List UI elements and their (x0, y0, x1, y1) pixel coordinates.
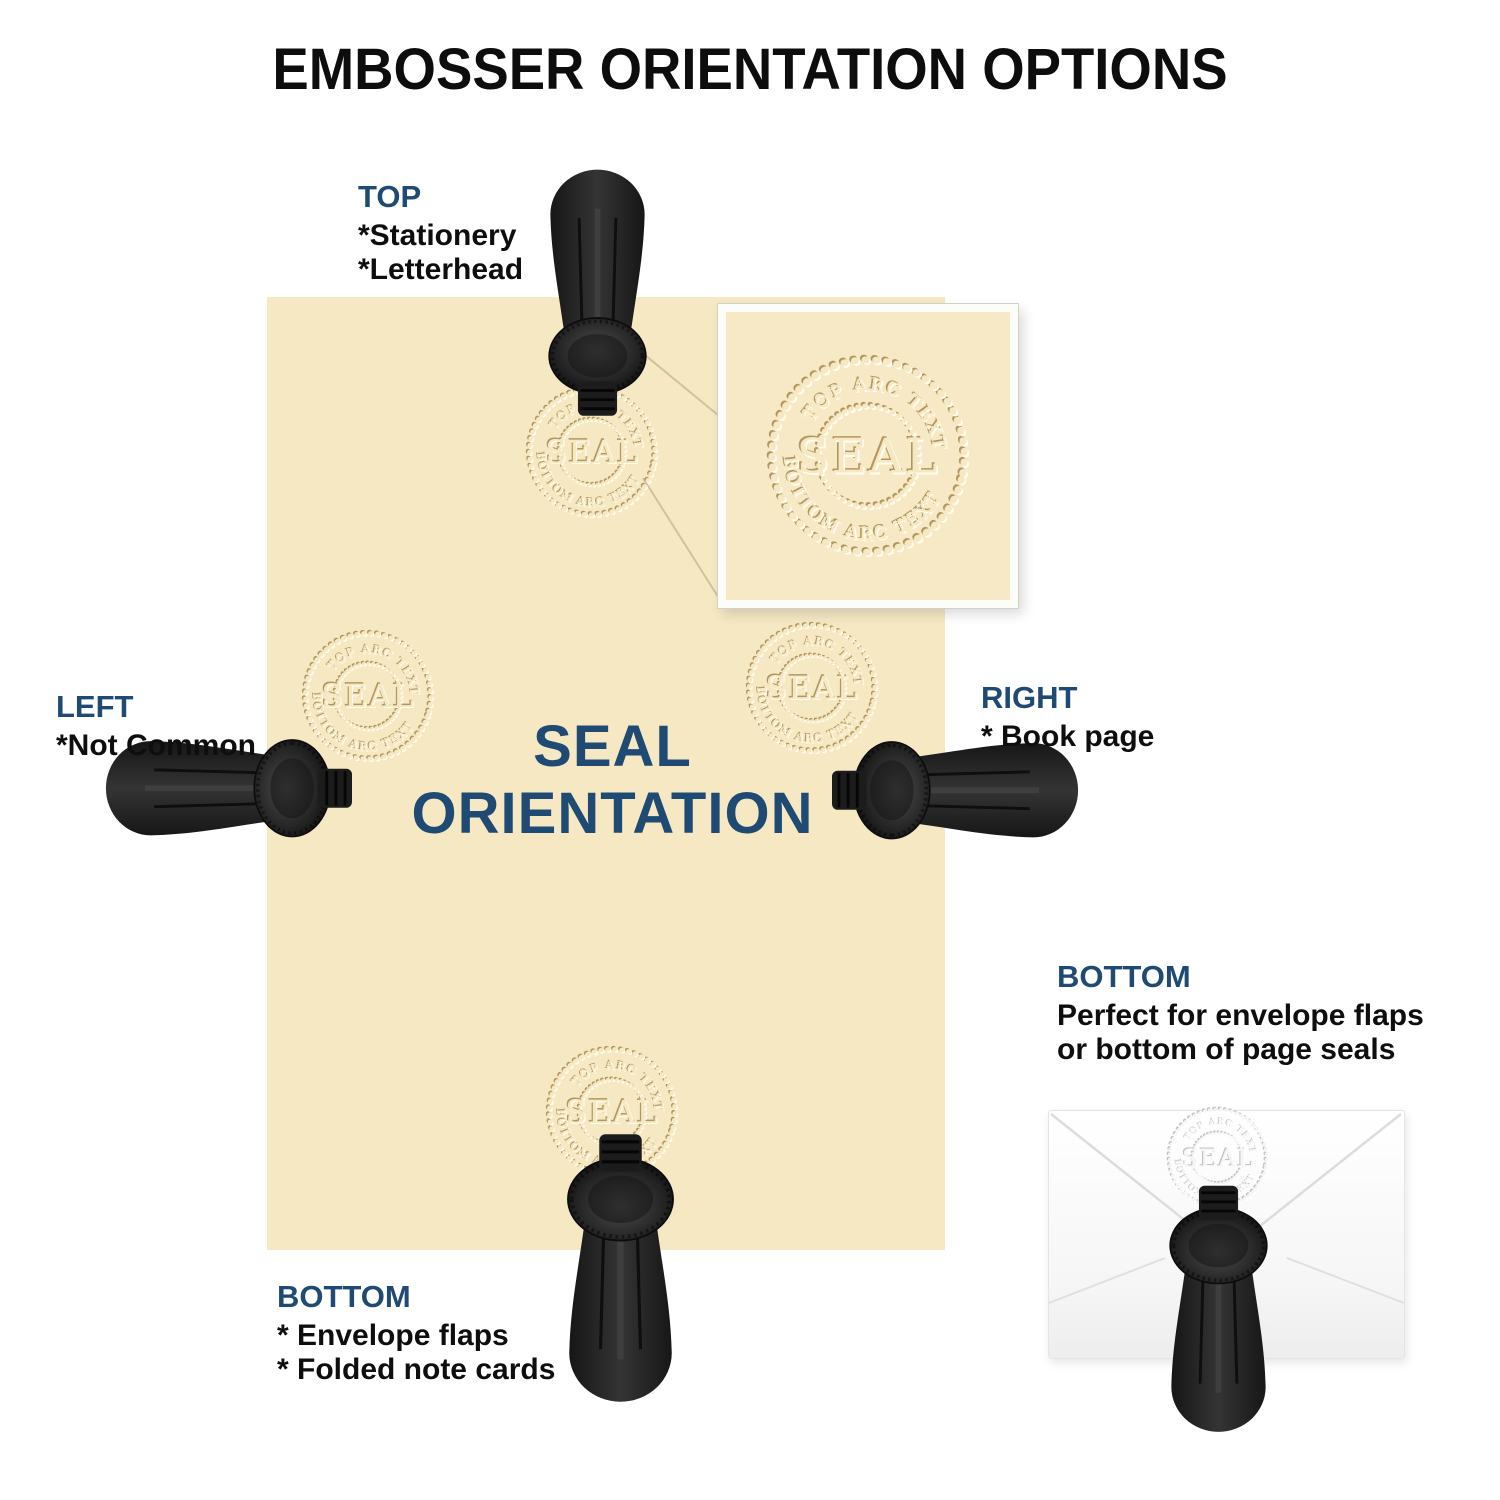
paper-caption (340, 716, 885, 850)
label-left (56, 690, 256, 763)
seal-closeup-inset (718, 304, 1018, 608)
label-top-item: *Letterhead (358, 253, 524, 286)
embosser-clamp-top (540, 157, 655, 422)
label-bottom-item: * Folded note cards (277, 1353, 556, 1386)
label-left-item: *Not Common (56, 729, 256, 762)
label-right-item: * Book page (981, 720, 1155, 753)
paper-caption-line1: SEAL (533, 714, 692, 779)
embosser-clamp-envelope (1161, 1180, 1276, 1445)
label-bottom-right-heading: BOTTOM (1057, 959, 1191, 994)
embosser-clamp-bottom (558, 1128, 683, 1416)
label-bottom-heading: BOTTOM (277, 1279, 411, 1314)
label-right-heading: RIGHT (981, 680, 1078, 715)
label-top (358, 180, 523, 287)
page-title: EMBOSSER ORIENTATION OPTIONS (272, 37, 1228, 102)
label-bottom-item: * Envelope flaps (277, 1319, 509, 1352)
label-left-heading: LEFT (56, 689, 134, 724)
label-bottom-right-line: or bottom of page seals (1057, 1033, 1396, 1066)
paper-caption-line2: ORIENTATION (411, 781, 814, 846)
label-bottom-right-line: Perfect for envelope flaps (1057, 999, 1424, 1032)
label-bottom (277, 1280, 555, 1387)
label-bottom-right (1057, 960, 1424, 1067)
label-right (981, 681, 1154, 754)
label-top-item: *Stationery (358, 219, 517, 252)
seal-impression-closeup (753, 341, 983, 571)
label-top-heading: TOP (358, 179, 422, 214)
